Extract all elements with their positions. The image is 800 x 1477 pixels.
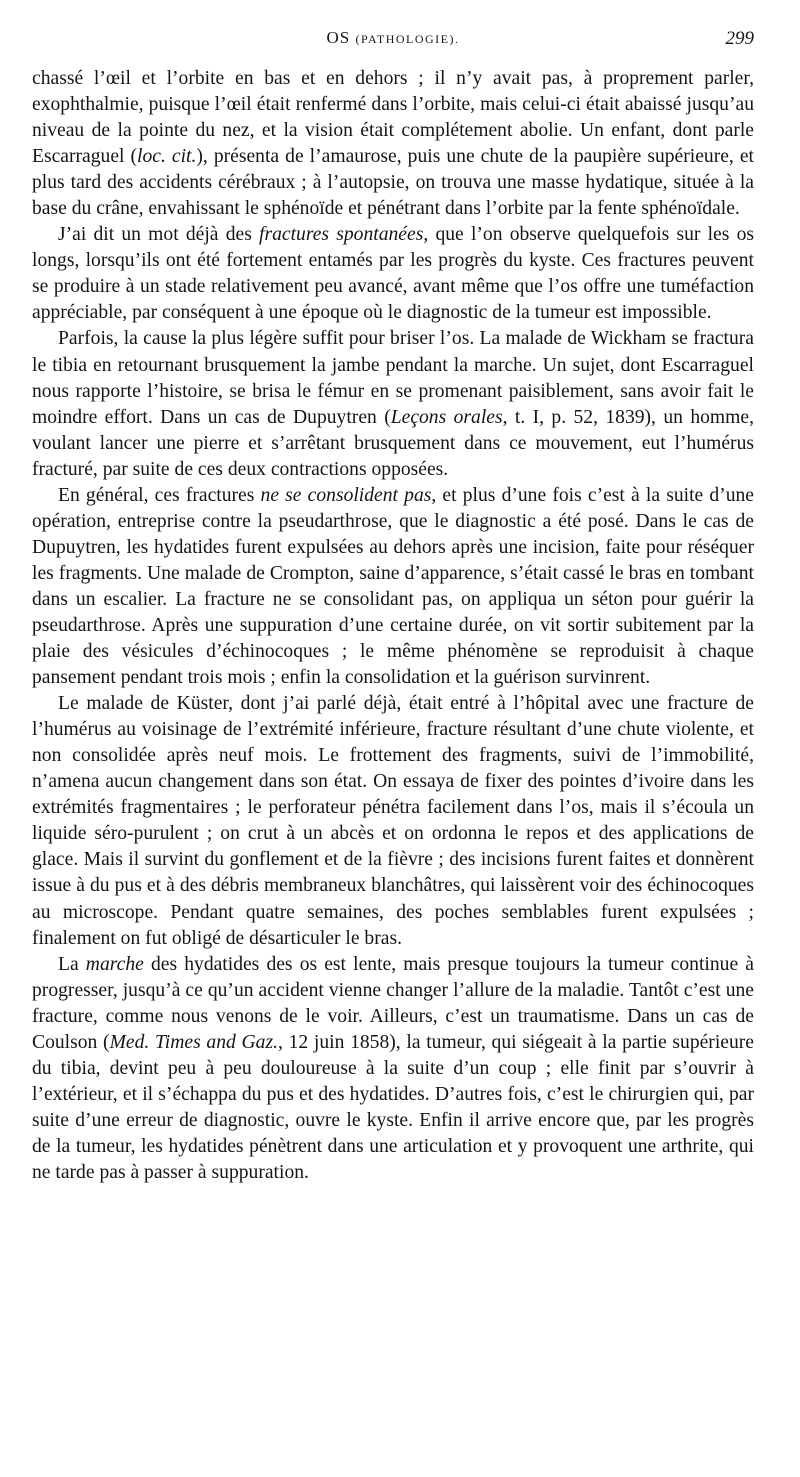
running-head bbox=[32, 28, 754, 48]
paragraph bbox=[32, 691, 754, 951]
italic-text: marche bbox=[85, 953, 144, 975]
text-run: Parfois, la cause la plus légère suffit pour briser l’os. La malade de Wickham se fractura le tibia en retournant brusquement la jambe pendant la marche. Un sujet, dont Escarraguel nous rapporte l’histoire, se brisa le fémur en se promenant paisiblement, sans avoir fait le moindre effort. Dans un cas de Dupuytren ( bbox=[32, 328, 754, 428]
text-run: , et plus d’une fois c’est à la suite d’une opération, entreprise contre la pseudarthrose, que le diagnostic a été posé. Dans le cas de Dupuytren, les hydatides furent expulsées au dehors après une incision, faite pour réséquer les fragments. Une malade de Crompton, saine d’apparence, s’était cassé le bras en tombant dans un escalier. La fracture ne se consolidant pas, on appliqua un séton pour guérir la pseudarthrose. Après une suppuration d’une certaine durée, on vit sortir subitement par la plaie des vésicules d’échinocoques ; le même phénomène se reproduisit à chaque pansement pendant trois mois ; enfin la consolidation et la guérison survinrent. bbox=[32, 484, 754, 689]
italic-text: loc. cit. bbox=[137, 146, 197, 168]
italic-text: ne se consolident pas bbox=[260, 484, 432, 506]
italic-text: Leçons orales bbox=[390, 406, 503, 428]
text-run: , t. I, p. 52, 1839), un homme, voulant lancer une pierre et s’arrêtant brusquement dans ce mouvement, eut l’humérus fracturé, par suite de ces deux contractions opposées. bbox=[32, 406, 754, 480]
italic-text: fractures spontanées bbox=[259, 224, 424, 246]
page-header bbox=[32, 28, 754, 58]
text-run: , que l’on observe quelquefois sur les os longs, lorsqu’ils ont été fortement entamés par les progrès du kyste. Ces fractures peuvent se produire à un stade relativement peu avancé, avant même que l’os offre une tuméfaction appréciable, par conséquent à une époque où le diagnostic de la tumeur est impossible. bbox=[32, 224, 755, 324]
page-number: 299 bbox=[725, 28, 754, 49]
paragraph bbox=[32, 326, 754, 482]
text-run: des hydatides des os est lente, mais presque toujours la tumeur continue à progresser, jusqu’à ce qu’un accident vienne changer l’allure de la maladie. Tantôt c’est une fracture, comme nous venons de le voir. Ailleurs, c’est un traumatisme. Dans un cas de Coulson ( bbox=[32, 953, 754, 1053]
paragraph bbox=[32, 222, 754, 326]
text-run: , 12 juin 1858), la tumeur, qui siégeait à la partie supérieure du tibia, devint peu à peu douloureuse à la suite d’un coup ; elle finit par s’ouvrir à l’extérieur, et il s’échappa du pus et des hydatides. D’autres fois, c’est le chirurgien qui, par suite d’une erreur de diagnostic, ouvre le kyste. Enfin il arrive encore que, par les progrès de la tumeur, les hydatides pénètrent dans une articulation et y provoquent une arthrite, qui ne tarde pas à passer à suppuration. bbox=[32, 1031, 754, 1183]
text-run: La bbox=[58, 953, 86, 975]
paragraph bbox=[32, 952, 754, 1186]
text-run: En général, ces fractures bbox=[58, 484, 261, 506]
running-head-main: OS bbox=[326, 28, 351, 47]
text-run: Le malade de Küster, dont j’ai parlé déjà, était entré à l’hôpital avec une fracture de l’humérus au voisinage de l’extrémité inférieure, fracture résultant d’une chute violente, et non consolidée après neuf mois. Le frottement des fragments, suivi de l’immobilité, n’amena aucun changement dans son état. On essaya de fixer des pointes d’ivoire dans les extrémités fragmentaires ; le perforateur pénétra facilement dans l’os, mais il s’écoula un liquide séro-purulent ; on crut à un abcès et on ordonna le repos et des applications de glace. Mais il survint du gonflement et de la fièvre ; des incisions furent faites et donnèrent issue à du pus et à des débris membraneux blanchâtres, qui laissèrent voir des échinocoques au microscope. Pendant quatre semaines, des poches semblables furent expulsées ; finalement on fut obligé de désarticuler le bras. bbox=[32, 693, 754, 949]
body-text bbox=[32, 66, 754, 1186]
italic-text: Med. Times and Gaz. bbox=[109, 1031, 278, 1053]
text-run: ), présenta de l’amaurose, puis une chute de la paupière supérieure, et plus tard des accidents cérébraux ; à l’autopsie, on trouva une masse hydatique, située à la base du crâne, envahissant le sphénoïde et pénétrant dans l’orbite par la fente sphénoïdale. bbox=[32, 146, 754, 220]
paragraph bbox=[32, 66, 754, 222]
running-head-section: (PATHOLOGIE). bbox=[355, 32, 460, 46]
text-run: J’ai dit un mot déjà des bbox=[58, 224, 260, 246]
paragraph bbox=[32, 483, 754, 691]
text-run: chassé l’œil et l’orbite en bas et en dehors ; il n’y avait pas, à proprement parler, exophthalmie, puisque l’œil était renfermé dans l’orbite, mais celui-ci était abaissé jusqu’au niveau de la pointe du nez, et la vision était complétement abolie. Un enfant, dont parle Escarraguel ( bbox=[32, 68, 754, 168]
